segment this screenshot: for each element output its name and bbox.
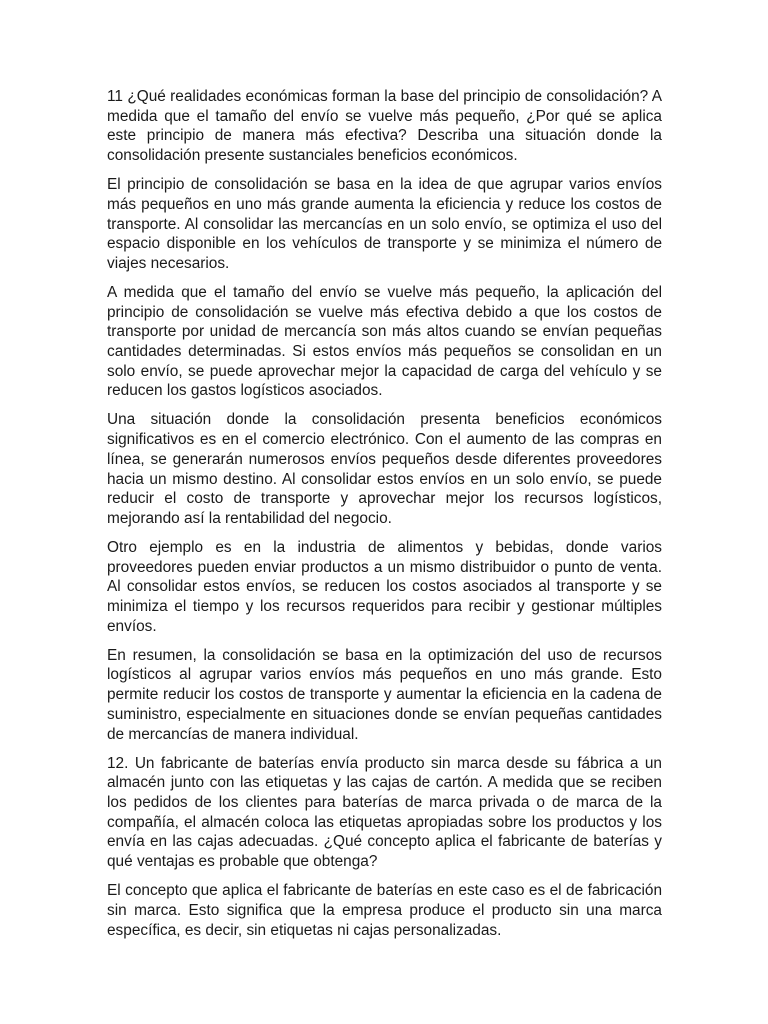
answer-paragraph-smaller-shipments: A medida que el tamaño del envío se vuelve más pequeño, la aplicación del principio de consolidación se vuelve más efectiva debido a que los costos de transporte por unidad de mercancía son más altos cuando se envían pequeñas cantidades determinadas. Si estos envíos más pequeños se consolidan en un solo envío, se puede aprovechar mejor la capacidad de carga del vehículo y se reducen los gastos logísticos asociados.	[107, 283, 662, 400]
answer-paragraph-food-industry-example: Otro ejemplo es en la industria de alimentos y bebidas, donde varios proveedores pueden enviar productos a un mismo distribuidor o punto de venta. Al consolidar estos envíos, se reducen los costos asociados al transporte y se minimiza el tiempo y los recursos requeridos para recibir y gestionar múltiples envíos.	[107, 538, 662, 635]
question-11-paragraph: 11 ¿Qué realidades económicas forman la base del principio de consolidación? A medida que el tamaño del envío se vuelve más pequeño, ¿Por qué se aplica este principio de manera más efectiva? Describa una situación donde la consolidación presente sustanciales beneficios económicos.	[107, 88, 662, 165]
document-body	[107, 87, 662, 950]
question-12-paragraph: 12. Un fabricante de baterías envía producto sin marca desde su fábrica a un almacén junto con las etiquetas y las cajas de cartón. A medida que se reciben los pedidos de los clientes para baterías de marca privada o de marca de la compañía, el almacén coloca las etiquetas apropiadas sobre los productos y los envía en las cajas adecuadas. ¿Qué concepto aplica el fabricante de baterías y qué ventajas es probable que obtenga?	[107, 754, 662, 871]
answer-paragraph-ecommerce-example: Una situación donde la consolidación presenta beneficios económicos significativos es en el comercio electrónico. Con el aumento de las compras en línea, se generarán numerosos envíos pequeños desde diferentes proveedores hacia un mismo destino. Al consolidar estos envíos en un solo envío, se puede reducir el costo de transporte y aprovechar mejor los recursos logísticos, mejorando así la rentabilidad del negocio.	[107, 411, 662, 527]
answer-paragraph-summary: En resumen, la consolidación se basa en la optimización del uso de recursos logísticos al agrupar varios envíos más pequeños en uno más grande. Esto permite reducir los costos de transporte y aumentar la eficiencia en la cadena de suministro, especialmente en situaciones donde se envían pequeñas cantidades de mercancías de manera individual.	[107, 646, 662, 743]
answer-paragraph-unbranded-manufacturing: El concepto que aplica el fabricante de baterías en este caso es el de fabricación sin marca. Esto significa que la empresa produce el producto sin una marca específica, es decir, sin etiquetas ni cajas personalizadas.	[107, 882, 662, 939]
answer-paragraph-consolidation-principle: El principio de consolidación se basa en la idea de que agrupar varios envíos más pequeños en uno más grande aumenta la eficiencia y reduce los costos de transporte. Al consolidar las mercancías en un solo envío, se optimiza el uso del espacio disponible en los vehículos de transporte y se minimiza el número de viajes necesarios.	[107, 176, 662, 272]
